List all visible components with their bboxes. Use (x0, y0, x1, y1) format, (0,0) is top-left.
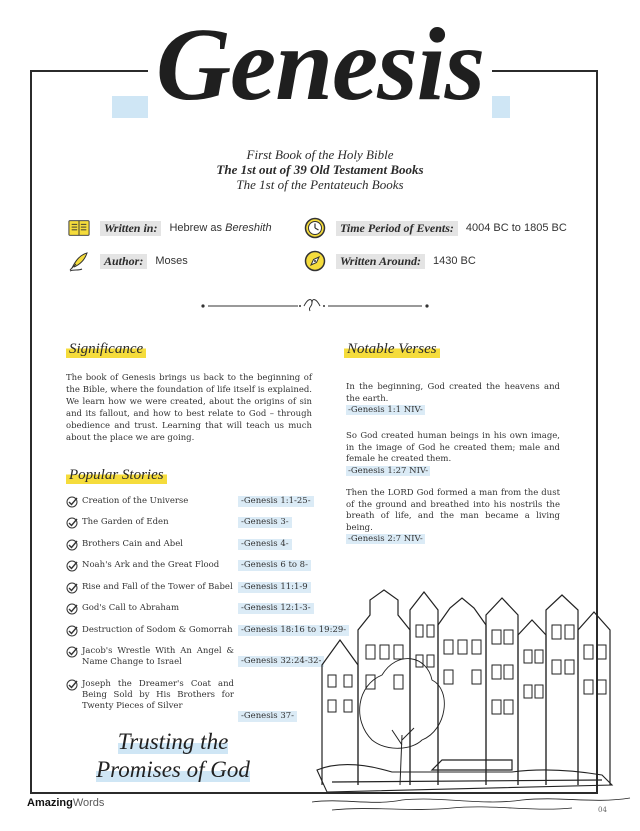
verse-item (346, 382, 560, 417)
info-author (68, 250, 188, 272)
story-title: Noah's Ark and the Great Flood (82, 560, 220, 570)
story-title: The Garden of Eden (82, 517, 169, 527)
time-period-label: Time Period of Events: (336, 221, 458, 236)
clock-icon (304, 217, 326, 239)
story-ref: -Genesis 18:16 to 19:29- (238, 625, 349, 636)
written-in-label: Written in: (100, 221, 161, 236)
popular-stories-heading: Popular Stories (66, 467, 167, 484)
story-item (66, 603, 234, 615)
verse-ref: -Genesis 1:1 NIV- (348, 405, 423, 415)
check-icon (66, 646, 78, 658)
check-icon (66, 496, 78, 508)
canal-houses-illustration (312, 570, 632, 815)
page-title: Genesis (148, 10, 492, 120)
closing-phrase (88, 728, 258, 784)
author-value: Moses (155, 255, 188, 267)
info-written-around (304, 250, 476, 272)
story-title: Jacob's Wrestle With An Angel & Name Change to Israel (82, 646, 234, 667)
story-ref: -Genesis 12:1-3- (238, 603, 314, 614)
verse-text: In the beginning, God created the heavens and the earth. (346, 382, 560, 404)
written-around-value: 1430 BC (433, 255, 476, 267)
subtitle-line-1: First Book of the Holy Bible (246, 147, 394, 162)
story-title: Brothers Cain and Abel (82, 539, 183, 549)
story-item (66, 625, 234, 637)
notable-verses-heading: Notable Verses (344, 341, 440, 358)
story-title: Rise and Fall of the Tower of Babel (82, 582, 233, 592)
story-title: Destruction of Sodom & Gomorrah (82, 625, 233, 635)
info-written-in (68, 217, 272, 239)
brand-logo: AmazingWords (27, 797, 105, 809)
story-item (66, 646, 234, 668)
story-item (66, 560, 234, 572)
story-item (66, 517, 234, 529)
check-icon (66, 539, 78, 551)
verse-item (346, 488, 560, 546)
verse-text: So God created human beings in his own image, in the image of God he created them; male and female he created them. (346, 431, 560, 464)
story-item (66, 539, 234, 551)
check-icon (66, 517, 78, 529)
check-icon (66, 679, 78, 691)
written-in-value: Hebrew as Bereshith (169, 222, 272, 234)
story-item (66, 679, 234, 712)
story-title: Creation of the Universe (82, 496, 189, 506)
story-item (66, 496, 234, 508)
check-icon (66, 625, 78, 637)
check-icon (66, 603, 78, 615)
written-around-label: Written Around: (336, 254, 425, 269)
story-ref: -Genesis 1:1-25- (238, 496, 314, 507)
time-period-value: 4004 BC to 1805 BC (465, 222, 567, 234)
verse-ref: -Genesis 1:27 NIV- (348, 465, 429, 476)
subtitle-line-2: The 1st out of 39 Old Testament Books (216, 162, 424, 177)
compass-icon (304, 250, 326, 272)
verse-item (346, 431, 560, 477)
info-time-period (304, 217, 567, 239)
story-ref: -Genesis 6 to 8- (238, 560, 311, 571)
verse-text: Then the LORD God formed a man from the dust of the ground and breathed into his nostrils the breath of life, and the man became a living being. (346, 488, 560, 533)
story-title: Joseph the Dreamer's Coat and Being Sold by His Brothers for Twenty Pieces of Silver (82, 679, 234, 711)
story-title: God's Call to Abraham (82, 603, 180, 613)
check-icon (66, 582, 78, 594)
ornament-divider (200, 297, 430, 313)
story-ref: -Genesis 11:1-9 (238, 582, 311, 593)
significance-heading: Significance (66, 341, 146, 358)
story-ref: -Genesis 3- (238, 517, 292, 528)
story-ref: -Genesis 32:24-32- (238, 656, 324, 667)
author-label: Author: (100, 254, 147, 269)
subtitle-line-3: The 1st of the Pentateuch Books (236, 177, 404, 192)
quill-icon (68, 250, 90, 272)
title-block (0, 7, 640, 122)
story-ref: -Genesis 37- (238, 711, 297, 722)
story-item (66, 582, 234, 594)
closing-line-2: Promises of God (96, 757, 250, 782)
closing-line-1: Trusting the (117, 729, 229, 754)
page-number: 04 (598, 806, 607, 814)
check-icon (66, 560, 78, 572)
story-ref: -Genesis 4- (238, 539, 292, 550)
significance-text: The book of Genesis brings us back to the beginning of the Bible, where the foundation of life itself is explained. We learn how we were created, about the origins of sin and its fallout, and how to best relate to God – through obedience and trust. Learning that will teach us much about the place we are going. (66, 373, 312, 443)
book-icon (68, 217, 90, 239)
verse-ref: -Genesis 2:7 NIV- (348, 534, 423, 544)
subtitle-block (0, 147, 640, 192)
